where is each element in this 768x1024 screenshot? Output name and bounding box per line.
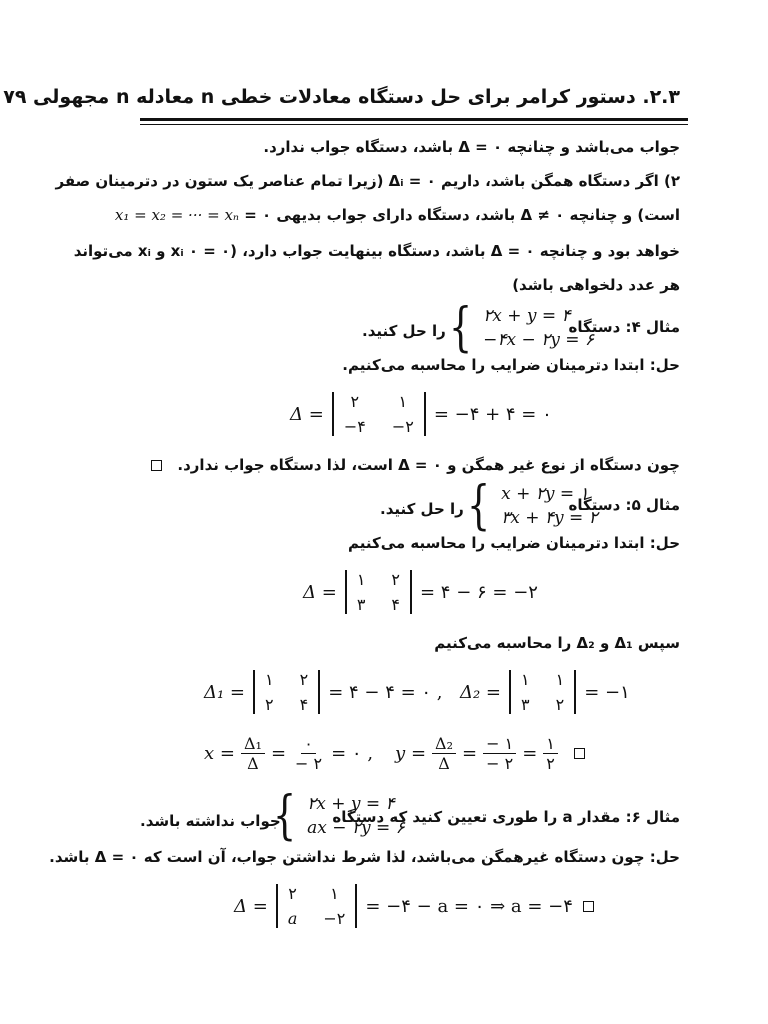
denominator: − ۲ <box>486 754 514 773</box>
det-right-bar <box>424 392 426 436</box>
example-4-system <box>444 298 595 358</box>
solution-5-text: حل: ابتدا دترمینان ضرایب را محاسبه می‌کنیم <box>347 534 680 552</box>
det-label: Δ = <box>303 581 337 603</box>
det-result: = −۱ <box>584 681 630 703</box>
fraction-delta2-over-delta <box>432 734 456 773</box>
solution-x-y <box>204 734 585 773</box>
paragraph-3-text: است) و چنانچه ۰ ≠ Δ باشد، دستگاه دارای جواب بدیهی ۰ = <box>244 206 680 224</box>
det-a22: ۴ <box>391 595 400 614</box>
paragraph-3 <box>115 206 680 224</box>
numerator: − ۱ <box>483 734 516 754</box>
left-brace: { <box>448 298 473 358</box>
y-lhs: y = <box>395 743 427 764</box>
numerator: ۱ <box>543 734 558 754</box>
det-right-bar <box>410 570 412 614</box>
header-rule-thin <box>140 124 688 125</box>
example-4-label: مثال ۴: دستگاه <box>568 318 680 336</box>
det-result: = ۴ − ۴ = ۰ , <box>328 681 443 703</box>
example-5-label: مثال ۵: دستگاه <box>568 496 680 514</box>
paragraph-2: ۲) اگر دستگاه همگن باشد، داریم ۰ = Δᵢ (زیرا تمام عناصر یک ستون در دترمینان صفر <box>55 172 680 190</box>
det-a12: ۱ <box>398 392 408 411</box>
determinant-6 <box>234 884 594 928</box>
numerator: Δ₁ <box>241 734 265 754</box>
det-a22: ۴ <box>299 695 309 714</box>
det-label: Δ = <box>290 403 324 425</box>
paragraph-1: جواب می‌باشد و چنانچه ۰ = Δ باشد، دستگاه جواب ندارد. <box>263 138 680 156</box>
det-label: Δ₂ = <box>460 681 502 703</box>
det-a12: ۲ <box>391 570 400 589</box>
fraction-minus-one-over-minus-two <box>483 734 516 773</box>
fraction-zero-over-minus-two <box>292 734 325 773</box>
example-6-equation-1: ۲x + y = ۴ <box>307 794 395 814</box>
numerator: ۰ <box>301 734 316 754</box>
end-of-proof-square <box>151 460 162 471</box>
det-a21: ۳ <box>356 595 366 614</box>
det-a21: ۲ <box>265 695 274 714</box>
determinant-delta-1 <box>204 670 443 714</box>
det-result: = −۴ − a = ۰ ⇒ a = −۴ <box>365 895 573 917</box>
solution-4-text: حل: ابتدا دترمینان ضرایب را محاسبه می‌کنیم. <box>342 356 680 374</box>
det-a21: a <box>287 909 298 928</box>
solution-6-text: حل: چون دستگاه غیرهمگن می‌باشد، لذا شرط نداشتن جواب، آن است که ۰ = Δ باشد. <box>49 848 680 866</box>
paragraph-7: سپس Δ₁ و Δ₂ را محاسبه می‌کنیم <box>434 634 680 652</box>
det-a22: −۲ <box>323 909 346 928</box>
example-4-equation-2: −۴x − ۲y = ۶ <box>483 330 595 350</box>
left-brace: { <box>466 476 491 536</box>
det-a22: −۲ <box>391 417 414 436</box>
det-a22: ۲ <box>555 695 565 714</box>
determinant-delta-2 <box>460 670 630 714</box>
example-4-tail: را حل کنید. <box>362 322 446 340</box>
det-a11: ۲ <box>350 392 360 411</box>
denominator: ۲ <box>546 754 555 773</box>
paragraph-4: خواهد بود و چنانچه ۰ = Δ باشد، دستگاه بینهایت جواب دارد، (۰ = xᵢ ۰ و xᵢ می‌تواند <box>73 242 680 260</box>
x-lhs: x = <box>204 743 235 764</box>
paragraph-6-text: چون دستگاه از نوع غیر همگن و ۰ = Δ است، لذا دستگاه جواب ندارد. <box>177 456 680 474</box>
det-a12: ۱ <box>555 670 565 689</box>
det-a11: ۱ <box>521 670 530 689</box>
det-result: = ۴ − ۶ = −۲ <box>420 581 538 603</box>
det-a12: ۲ <box>299 670 309 689</box>
fraction-one-over-two <box>543 734 558 773</box>
denominator: Δ <box>438 754 450 773</box>
left-brace: { <box>272 786 297 846</box>
end-of-proof-square <box>583 901 594 912</box>
determinant-5 <box>303 570 538 614</box>
header-rule-thick <box>140 118 688 121</box>
example-5-tail: را حل کنید. <box>380 500 464 518</box>
denominator: Δ <box>247 754 259 773</box>
det-right-bar <box>318 670 320 714</box>
det-a12: ۱ <box>330 884 339 903</box>
determinant-4 <box>290 392 552 436</box>
paragraph-3-equation: x₁ = x₂ = ··· = xₙ <box>114 206 239 224</box>
example-6-system <box>268 786 405 846</box>
det-right-bar <box>355 884 357 928</box>
example-5-equation-1: x + ۲y = ۱ <box>501 484 589 504</box>
det-a11: ۲ <box>288 884 297 903</box>
det-right-bar <box>574 670 576 714</box>
denominator: − ۲ <box>295 754 323 773</box>
paragraph-5: هر عدد دلخواهی باشد) <box>512 276 680 294</box>
det-a21: −۴ <box>343 417 366 436</box>
equals-sign: = <box>270 743 287 764</box>
example-5-equation-2: ۳x + ۴y = ۲ <box>501 508 598 528</box>
example-6-tail: جواب نداشته باشد. <box>140 812 281 830</box>
det-a11: ۱ <box>356 570 366 589</box>
fraction-delta1-over-delta <box>241 734 265 773</box>
paragraph-6 <box>151 456 680 474</box>
page-header-title: ۲.۳. دستور کرامر برای حل دستگاه معادلات خطی n معادله n مجهولی ۷۹ <box>3 86 680 108</box>
example-4-equation-1: ۲x + y = ۴ <box>483 306 571 326</box>
example-5-system <box>462 476 598 536</box>
example-6-equation-2: ax − ۲y = ۶ <box>307 818 405 838</box>
x-result: = ۰ , <box>331 743 374 764</box>
det-label: Δ = <box>234 895 268 917</box>
equals-sign: = <box>462 743 478 764</box>
end-of-proof-square <box>574 748 585 759</box>
example-6-label: مثال ۶: مقدار a را طوری تعیین کنید که دستگاه <box>332 808 680 826</box>
det-a11: ۱ <box>265 670 274 689</box>
numerator: Δ₂ <box>432 734 456 754</box>
equals-sign: = <box>522 743 538 764</box>
det-result: = −۴ + ۴ = ۰ <box>433 403 552 425</box>
det-label: Δ₁ = <box>204 681 246 703</box>
det-a21: ۳ <box>521 695 530 714</box>
